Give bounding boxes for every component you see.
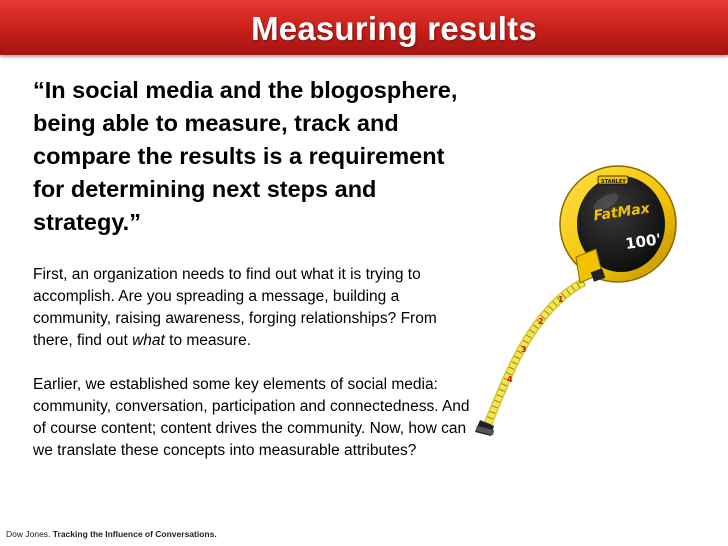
tape-case xyxy=(560,166,676,283)
quote-text: “In social media and the blogosphere, being able to measure, track and compare the results is a requirement for determining next steps and strategy.” xyxy=(33,77,458,235)
paragraph-goals-emphasis: what xyxy=(132,332,165,349)
footer-source: Dow Jones. xyxy=(6,529,51,539)
tape-mark-3: 3 xyxy=(521,345,527,354)
product-name: FatMax xyxy=(592,200,651,225)
tape-blade xyxy=(488,282,584,424)
title-bar xyxy=(0,0,728,55)
slide-title: Measuring results xyxy=(251,10,537,47)
tape-mark-4: 4 xyxy=(507,375,513,384)
tape-mark-1: 1 xyxy=(558,295,564,304)
footer-citation xyxy=(6,528,217,540)
paragraph-goals xyxy=(33,264,473,352)
tape-measure-image xyxy=(458,162,678,442)
length-label: 100' xyxy=(624,230,663,253)
brand-logo: STANLEY xyxy=(601,179,626,185)
paragraph-goals-start: First, an organization needs to find out what it is trying to accomplish. Are you spreading a message, building a community, raising awareness, forging relationships? From there, find out xyxy=(33,266,437,349)
tape-mark-2: 2 xyxy=(538,317,544,326)
paragraph-goals-end: to measure. xyxy=(164,332,251,349)
footer-work-title: Tracking the Influence of Conversations. xyxy=(52,529,217,539)
paragraph-elements: Earlier, we established some key elements of social media: community, conversation, participation and connectedness. And of course content; content drives the community. Now, how can we translate these concepts into measurable attributes? xyxy=(33,376,470,459)
